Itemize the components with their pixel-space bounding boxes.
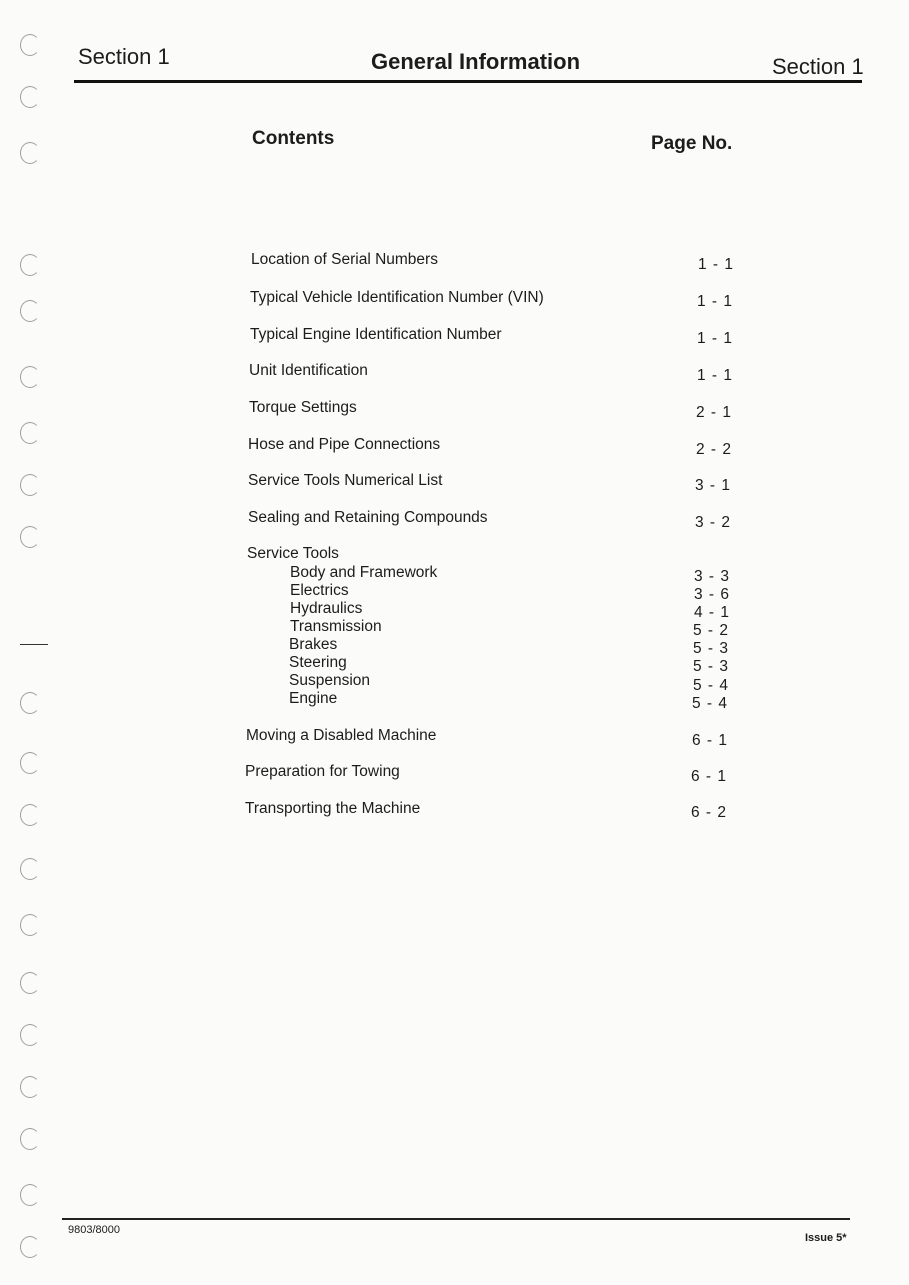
binder-hole-mark bbox=[20, 692, 40, 714]
binder-hole-mark bbox=[20, 1128, 40, 1150]
binder-hole-mark bbox=[20, 474, 40, 496]
binder-hole-mark bbox=[20, 526, 40, 548]
entry-page: 6 - 2 bbox=[691, 804, 728, 821]
binder-hole-mark bbox=[20, 914, 40, 936]
entry-label: Sealing and Retaining Compounds bbox=[248, 509, 488, 526]
binder-hole-mark bbox=[20, 752, 40, 774]
binder-tab-mark bbox=[20, 644, 48, 645]
binder-hole-mark bbox=[20, 34, 40, 56]
entry-label: Transporting the Machine bbox=[245, 800, 421, 817]
entry-page: 6 - 1 bbox=[692, 732, 729, 749]
subentry-page: 5 - 3 bbox=[693, 658, 730, 675]
entry-label: Service Tools Numerical List bbox=[248, 472, 443, 489]
entry-label: Moving a Disabled Machine bbox=[246, 727, 437, 744]
binder-hole-mark bbox=[20, 254, 40, 276]
subentry-label: Brakes bbox=[289, 636, 338, 653]
binder-hole-mark bbox=[20, 86, 40, 108]
subentry-page: 5 - 4 bbox=[693, 677, 730, 694]
entry-page: 1 - 1 bbox=[697, 293, 734, 310]
binder-hole-mark bbox=[20, 1024, 40, 1046]
header-title: General Information bbox=[371, 49, 581, 74]
entry-label: Hose and Pipe Connections bbox=[248, 436, 441, 453]
entry-label: Typical Engine Identification Number bbox=[250, 326, 502, 343]
entry-label: Unit Identification bbox=[249, 362, 368, 379]
entry-label: Location of Serial Numbers bbox=[251, 251, 438, 268]
header-section-left: Section 1 bbox=[78, 44, 170, 69]
binder-hole-mark bbox=[20, 300, 40, 322]
entry-page: 6 - 1 bbox=[691, 768, 728, 785]
subentry-label: Hydraulics bbox=[290, 600, 363, 617]
subentry-page: 3 - 3 bbox=[694, 568, 731, 585]
subentry-label: Electrics bbox=[290, 582, 349, 599]
entry-page: 3 - 1 bbox=[695, 477, 732, 494]
entry-label: Typical Vehicle Identification Number (VIN) bbox=[250, 289, 544, 306]
subentry-page: 5 - 2 bbox=[693, 622, 730, 639]
footer-issue: Issue 5* bbox=[805, 1232, 847, 1244]
binder-hole-mark bbox=[20, 972, 40, 994]
subentry-label: Body and Framework bbox=[290, 564, 438, 581]
entry-label: Torque Settings bbox=[249, 399, 357, 416]
binder-hole-mark bbox=[20, 804, 40, 826]
footer-rule bbox=[62, 1218, 850, 1220]
entry-label: Preparation for Towing bbox=[245, 763, 400, 780]
footer-doc-number: 9803/8000 bbox=[68, 1224, 120, 1236]
binder-hole-mark bbox=[20, 1184, 40, 1206]
entry-page: 2 - 2 bbox=[696, 441, 733, 458]
entry-page: 3 - 2 bbox=[695, 514, 732, 531]
entry-page: 2 - 1 bbox=[696, 404, 733, 421]
binder-hole-mark bbox=[20, 858, 40, 880]
subentry-label: Engine bbox=[289, 690, 338, 707]
subentry-label: Suspension bbox=[289, 672, 371, 689]
entry-page: 1 - 1 bbox=[698, 256, 735, 273]
subentry-label: Transmission bbox=[290, 618, 382, 635]
subentry-page: 4 - 1 bbox=[694, 604, 731, 621]
entry-page: 1 - 1 bbox=[697, 330, 734, 347]
entry-page: 1 - 1 bbox=[697, 367, 734, 384]
subentry-page: 5 - 3 bbox=[693, 640, 730, 657]
subentry-label: Steering bbox=[289, 654, 347, 671]
header-rule bbox=[74, 80, 862, 83]
header-section-right: Section 1 bbox=[772, 54, 864, 79]
subentry-page: 3 - 6 bbox=[694, 586, 731, 603]
contents-heading: Contents bbox=[252, 128, 335, 149]
binder-hole-mark bbox=[20, 366, 40, 388]
binder-hole-mark bbox=[20, 1236, 40, 1258]
page-no-heading: Page No. bbox=[651, 133, 733, 154]
binder-hole-mark bbox=[20, 142, 40, 164]
subentry-page: 5 - 4 bbox=[692, 695, 729, 712]
binder-hole-mark bbox=[20, 422, 40, 444]
entry-label: Service Tools bbox=[247, 545, 339, 562]
binder-hole-mark bbox=[20, 1076, 40, 1098]
